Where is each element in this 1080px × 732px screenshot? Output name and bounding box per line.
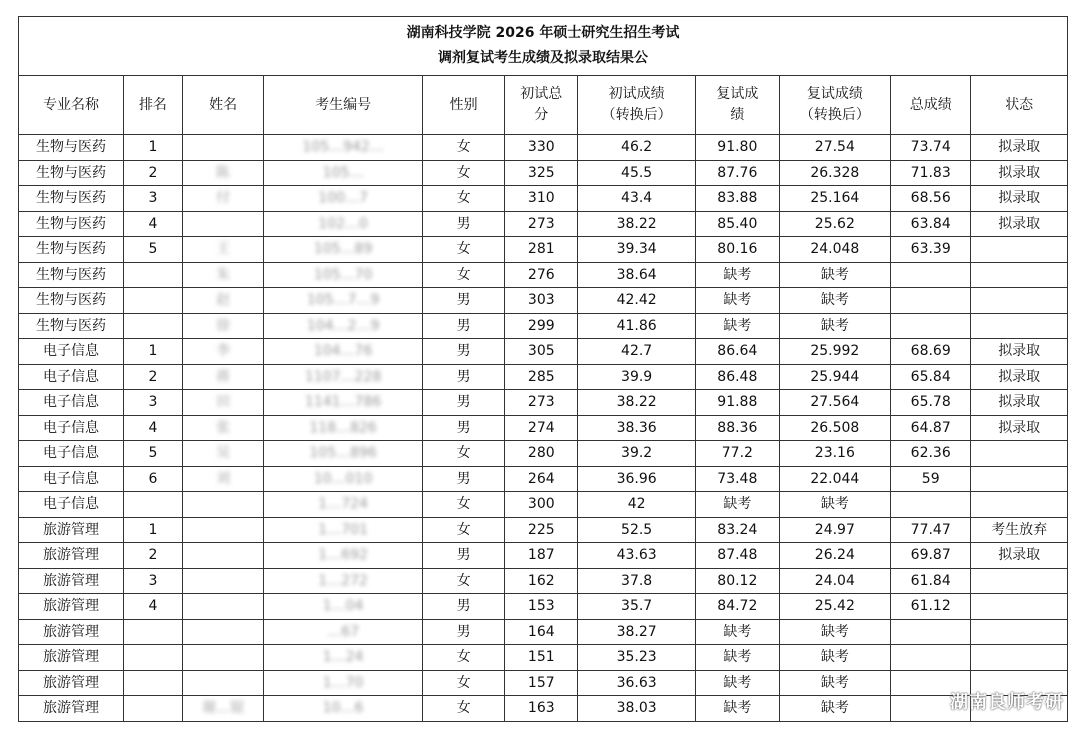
cell-total: 61.12 (891, 594, 971, 620)
cell-sex: 男 (422, 211, 504, 237)
cell-retest-converted: 25.42 (779, 594, 890, 620)
cell-retest-converted: 23.16 (779, 441, 890, 467)
cell-status: 拟录取 (971, 339, 1068, 365)
cell-major: 生物与医药 (19, 313, 124, 339)
cell-exam-id: 105…7…9 (264, 288, 423, 314)
cell-initial-converted: 38.22 (578, 211, 696, 237)
cell-retest: 83.88 (696, 186, 780, 212)
cell-name (182, 568, 263, 594)
cell-exam-id: 104…2…9 (264, 313, 423, 339)
cell-total: 65.84 (891, 364, 971, 390)
cell-initial-total: 157 (505, 670, 578, 696)
table-row (19, 670, 1068, 696)
cell-retest-converted: 缺考 (779, 313, 890, 339)
cell-retest-converted: 缺考 (779, 645, 890, 671)
cell-retest: 91.80 (696, 135, 780, 161)
cell-major: 旅游管理 (19, 696, 124, 722)
cell-rank: 2 (123, 160, 182, 186)
cell-major: 生物与医药 (19, 237, 124, 263)
header-total: 总成绩 (891, 76, 971, 135)
cell-rank (123, 619, 182, 645)
cell-sex: 女 (422, 237, 504, 263)
cell-total (891, 288, 971, 314)
table-row (19, 696, 1068, 722)
cell-initial-converted: 36.63 (578, 670, 696, 696)
cell-major: 生物与医药 (19, 186, 124, 212)
cell-rank: 2 (123, 364, 182, 390)
cell-retest-converted: 缺考 (779, 288, 890, 314)
cell-name: 谢…锟 (182, 696, 263, 722)
header-name: 姓名 (182, 76, 263, 135)
cell-retest-converted: 26.328 (779, 160, 890, 186)
cell-major: 旅游管理 (19, 645, 124, 671)
cell-initial-converted: 38.27 (578, 619, 696, 645)
cell-retest-converted: 24.048 (779, 237, 890, 263)
table-row (19, 441, 1068, 467)
cell-retest: 缺考 (696, 696, 780, 722)
cell-initial-converted: 42.42 (578, 288, 696, 314)
table-body (19, 135, 1068, 722)
cell-exam-id: 100…7 (264, 186, 423, 212)
cell-retest-converted: 25.164 (779, 186, 890, 212)
cell-name: 李 (182, 339, 263, 365)
cell-rank: 4 (123, 594, 182, 620)
cell-initial-total: 276 (505, 262, 578, 288)
cell-retest-converted: 缺考 (779, 696, 890, 722)
cell-rank (123, 492, 182, 518)
header-row (19, 76, 1068, 135)
cell-sex: 女 (422, 186, 504, 212)
cell-status (971, 313, 1068, 339)
cell-major: 电子信息 (19, 364, 124, 390)
cell-major: 生物与医药 (19, 135, 124, 161)
cell-status: 考生放弃 (971, 517, 1068, 543)
cell-initial-converted: 38.36 (578, 415, 696, 441)
cell-sex: 女 (422, 645, 504, 671)
cell-retest: 85.40 (696, 211, 780, 237)
cell-sex: 男 (422, 390, 504, 416)
cell-initial-converted: 38.03 (578, 696, 696, 722)
table-row (19, 160, 1068, 186)
cell-rank: 5 (123, 237, 182, 263)
cell-major: 电子信息 (19, 390, 124, 416)
table-row (19, 237, 1068, 263)
table-row (19, 390, 1068, 416)
cell-initial-converted: 41.86 (578, 313, 696, 339)
cell-initial-total: 281 (505, 237, 578, 263)
cell-total: 64.87 (891, 415, 971, 441)
cell-rank (123, 696, 182, 722)
table-row (19, 645, 1068, 671)
table-row (19, 339, 1068, 365)
cell-name: 徐 (182, 313, 263, 339)
cell-sex: 女 (422, 135, 504, 161)
cell-exam-id: 1…692 (264, 543, 423, 569)
cell-exam-id: …67 (264, 619, 423, 645)
header-major: 专业名称 (19, 76, 124, 135)
cell-retest: 缺考 (696, 670, 780, 696)
table-row (19, 364, 1068, 390)
cell-rank: 1 (123, 517, 182, 543)
table-row (19, 568, 1068, 594)
cell-total: 68.69 (891, 339, 971, 365)
table-row (19, 262, 1068, 288)
cell-retest-converted: 25.944 (779, 364, 890, 390)
cell-total (891, 313, 971, 339)
cell-sex: 女 (422, 441, 504, 467)
cell-major: 电子信息 (19, 339, 124, 365)
table-row (19, 211, 1068, 237)
cell-major: 旅游管理 (19, 517, 124, 543)
cell-total: 63.84 (891, 211, 971, 237)
cell-retest: 缺考 (696, 313, 780, 339)
cell-exam-id: 1…70 (264, 670, 423, 696)
cell-retest: 缺考 (696, 619, 780, 645)
cell-retest-converted: 25.992 (779, 339, 890, 365)
cell-initial-total: 273 (505, 211, 578, 237)
cell-initial-total: 162 (505, 568, 578, 594)
cell-sex: 男 (422, 339, 504, 365)
cell-status (971, 619, 1068, 645)
cell-initial-converted: 43.4 (578, 186, 696, 212)
cell-initial-converted: 35.23 (578, 645, 696, 671)
cell-rank: 3 (123, 186, 182, 212)
table-row (19, 492, 1068, 518)
cell-name: 付 (182, 186, 263, 212)
table-row (19, 313, 1068, 339)
cell-retest-converted: 缺考 (779, 619, 890, 645)
cell-sex: 男 (422, 594, 504, 620)
cell-exam-id: 105…70 (264, 262, 423, 288)
cell-retest: 84.72 (696, 594, 780, 620)
cell-retest-converted: 缺考 (779, 670, 890, 696)
table-row (19, 186, 1068, 212)
cell-retest: 86.64 (696, 339, 780, 365)
header-initial-converted: 初试成绩 （转换后） (578, 76, 696, 135)
cell-retest-converted: 25.62 (779, 211, 890, 237)
cell-total (891, 619, 971, 645)
cell-total: 59 (891, 466, 971, 492)
cell-sex: 女 (422, 696, 504, 722)
cell-sex: 男 (422, 619, 504, 645)
cell-major: 旅游管理 (19, 543, 124, 569)
cell-rank (123, 288, 182, 314)
cell-sex: 女 (422, 670, 504, 696)
cell-retest-converted: 24.97 (779, 517, 890, 543)
cell-rank: 5 (123, 441, 182, 467)
cell-retest: 80.16 (696, 237, 780, 263)
cell-initial-total: 225 (505, 517, 578, 543)
cell-rank (123, 670, 182, 696)
cell-initial-total: 305 (505, 339, 578, 365)
header-retest: 复试成 绩 (696, 76, 780, 135)
cell-status: 拟录取 (971, 364, 1068, 390)
cell-retest-converted: 27.564 (779, 390, 890, 416)
table-row (19, 543, 1068, 569)
cell-rank (123, 645, 182, 671)
cell-initial-converted: 39.2 (578, 441, 696, 467)
cell-name (182, 670, 263, 696)
cell-exam-id: 10…6 (264, 696, 423, 722)
title-line-2: 调剂复试考生成绩及拟录取结果公 (438, 50, 648, 66)
cell-status: 拟录取 (971, 211, 1068, 237)
cell-initial-total: 303 (505, 288, 578, 314)
cell-retest: 83.24 (696, 517, 780, 543)
cell-exam-id: 1141…786 (264, 390, 423, 416)
cell-retest: 87.48 (696, 543, 780, 569)
cell-initial-converted: 37.8 (578, 568, 696, 594)
cell-status: 拟录取 (971, 135, 1068, 161)
cell-initial-total: 164 (505, 619, 578, 645)
cell-initial-total: 274 (505, 415, 578, 441)
cell-retest-converted: 26.508 (779, 415, 890, 441)
cell-name (182, 492, 263, 518)
header-initial-total: 初试总 分 (505, 76, 578, 135)
cell-retest: 缺考 (696, 288, 780, 314)
cell-major: 旅游管理 (19, 670, 124, 696)
cell-total (891, 262, 971, 288)
cell-major: 生物与医药 (19, 288, 124, 314)
table-row (19, 288, 1068, 314)
cell-initial-total: 280 (505, 441, 578, 467)
cell-total: 68.56 (891, 186, 971, 212)
cell-retest-converted: 27.54 (779, 135, 890, 161)
cell-initial-total: 187 (505, 543, 578, 569)
cell-total: 77.47 (891, 517, 971, 543)
cell-exam-id: 1…701 (264, 517, 423, 543)
cell-initial-converted: 45.5 (578, 160, 696, 186)
cell-sex: 女 (422, 492, 504, 518)
cell-sex: 女 (422, 517, 504, 543)
cell-total: 61.84 (891, 568, 971, 594)
cell-major: 旅游管理 (19, 619, 124, 645)
cell-rank: 4 (123, 415, 182, 441)
cell-retest: 77.2 (696, 441, 780, 467)
cell-initial-total: 264 (505, 466, 578, 492)
cell-rank: 3 (123, 390, 182, 416)
cell-name (182, 645, 263, 671)
cell-name: 张 (182, 415, 263, 441)
cell-status: 拟录取 (971, 160, 1068, 186)
cell-initial-total: 285 (505, 364, 578, 390)
cell-retest: 缺考 (696, 262, 780, 288)
table-row (19, 517, 1068, 543)
cell-name: 吴 (182, 441, 263, 467)
cell-initial-converted: 36.96 (578, 466, 696, 492)
cell-rank (123, 262, 182, 288)
cell-retest-converted: 22.044 (779, 466, 890, 492)
cell-status (971, 237, 1068, 263)
cell-status (971, 594, 1068, 620)
cell-initial-total: 330 (505, 135, 578, 161)
cell-status: 拟录取 (971, 415, 1068, 441)
cell-name: 王 (182, 237, 263, 263)
cell-initial-converted: 39.34 (578, 237, 696, 263)
cell-name: 陈 (182, 160, 263, 186)
cell-initial-converted: 38.22 (578, 390, 696, 416)
cell-major: 电子信息 (19, 492, 124, 518)
cell-retest-converted: 26.24 (779, 543, 890, 569)
cell-total (891, 645, 971, 671)
cell-total: 63.39 (891, 237, 971, 263)
cell-initial-converted: 38.64 (578, 262, 696, 288)
cell-retest: 87.76 (696, 160, 780, 186)
cell-exam-id: 1…724 (264, 492, 423, 518)
cell-rank: 3 (123, 568, 182, 594)
cell-initial-total: 325 (505, 160, 578, 186)
cell-initial-total: 151 (505, 645, 578, 671)
cell-exam-id: 1107…228 (264, 364, 423, 390)
cell-name: 刘 (182, 466, 263, 492)
cell-initial-converted: 46.2 (578, 135, 696, 161)
table-row (19, 594, 1068, 620)
cell-rank: 1 (123, 135, 182, 161)
table-row (19, 466, 1068, 492)
table-row (19, 619, 1068, 645)
cell-status (971, 441, 1068, 467)
cell-initial-total: 300 (505, 492, 578, 518)
cell-initial-converted: 42 (578, 492, 696, 518)
cell-rank: 2 (123, 543, 182, 569)
cell-initial-converted: 35.7 (578, 594, 696, 620)
results-document (18, 16, 1068, 722)
cell-status: 拟录取 (971, 543, 1068, 569)
cell-exam-id: 102…0 (264, 211, 423, 237)
title-row (19, 17, 1068, 76)
cell-retest-converted: 缺考 (779, 262, 890, 288)
cell-total: 71.83 (891, 160, 971, 186)
cell-initial-total: 273 (505, 390, 578, 416)
cell-status: 拟录取 (971, 186, 1068, 212)
cell-status (971, 262, 1068, 288)
cell-retest: 80.12 (696, 568, 780, 594)
cell-status (971, 466, 1068, 492)
cell-total: 73.74 (891, 135, 971, 161)
cell-rank: 1 (123, 339, 182, 365)
title-line-1: 湖南科技学院 2026 年硕士研究生招生考试 (406, 25, 680, 41)
cell-initial-total: 153 (505, 594, 578, 620)
cell-initial-total: 299 (505, 313, 578, 339)
cell-exam-id: 105…942… (264, 135, 423, 161)
cell-exam-id: 1…24 (264, 645, 423, 671)
cell-initial-converted: 52.5 (578, 517, 696, 543)
cell-sex: 女 (422, 568, 504, 594)
cell-name: 田 (182, 390, 263, 416)
header-sex: 性别 (422, 76, 504, 135)
cell-total (891, 492, 971, 518)
cell-name (182, 619, 263, 645)
cell-status (971, 645, 1068, 671)
cell-name (182, 594, 263, 620)
cell-major: 电子信息 (19, 441, 124, 467)
cell-sex: 男 (422, 313, 504, 339)
cell-name (182, 211, 263, 237)
cell-retest: 86.48 (696, 364, 780, 390)
header-retest-converted: 复试成绩 （转换后） (779, 76, 890, 135)
cell-retest: 88.36 (696, 415, 780, 441)
cell-total: 62.36 (891, 441, 971, 467)
watermark-text: 湖南良师考研 (950, 692, 1064, 713)
cell-exam-id: 105… (264, 160, 423, 186)
cell-exam-id: 104…76 (264, 339, 423, 365)
cell-major: 生物与医药 (19, 160, 124, 186)
cell-initial-total: 310 (505, 186, 578, 212)
cell-sex: 女 (422, 262, 504, 288)
cell-total: 69.87 (891, 543, 971, 569)
cell-rank: 6 (123, 466, 182, 492)
cell-exam-id: 1…272 (264, 568, 423, 594)
cell-status (971, 492, 1068, 518)
cell-rank (123, 313, 182, 339)
cell-retest: 缺考 (696, 492, 780, 518)
cell-sex: 女 (422, 160, 504, 186)
cell-major: 旅游管理 (19, 568, 124, 594)
header-exam-id: 考生编号 (264, 76, 423, 135)
cell-exam-id: 105…896 (264, 441, 423, 467)
results-table (18, 16, 1068, 722)
cell-exam-id: 105…89 (264, 237, 423, 263)
cell-status (971, 568, 1068, 594)
header-status: 状态 (971, 76, 1068, 135)
header-rank: 排名 (123, 76, 182, 135)
cell-sex: 男 (422, 364, 504, 390)
cell-status: 拟录取 (971, 390, 1068, 416)
cell-sex: 男 (422, 288, 504, 314)
cell-name: 蒋 (182, 364, 263, 390)
cell-sex: 男 (422, 415, 504, 441)
cell-initial-converted: 43.63 (578, 543, 696, 569)
cell-exam-id: 1…04 (264, 594, 423, 620)
cell-initial-converted: 42.7 (578, 339, 696, 365)
cell-initial-total: 163 (505, 696, 578, 722)
cell-status (971, 288, 1068, 314)
cell-retest: 缺考 (696, 645, 780, 671)
cell-retest-converted: 缺考 (779, 492, 890, 518)
cell-name (182, 517, 263, 543)
cell-sex: 男 (422, 466, 504, 492)
cell-exam-id: 10…010 (264, 466, 423, 492)
cell-rank: 4 (123, 211, 182, 237)
cell-major: 生物与医药 (19, 211, 124, 237)
cell-major: 电子信息 (19, 466, 124, 492)
cell-major: 电子信息 (19, 415, 124, 441)
table-row (19, 135, 1068, 161)
cell-major: 旅游管理 (19, 594, 124, 620)
cell-name (182, 543, 263, 569)
document-title (19, 17, 1068, 76)
table-row (19, 415, 1068, 441)
cell-initial-converted: 39.9 (578, 364, 696, 390)
cell-name: 赵 (182, 288, 263, 314)
cell-retest: 73.48 (696, 466, 780, 492)
cell-name (182, 135, 263, 161)
cell-exam-id: 118…826 (264, 415, 423, 441)
cell-total: 65.78 (891, 390, 971, 416)
cell-sex: 男 (422, 543, 504, 569)
cell-retest-converted: 24.04 (779, 568, 890, 594)
cell-name: 朱 (182, 262, 263, 288)
cell-major: 生物与医药 (19, 262, 124, 288)
cell-retest: 91.88 (696, 390, 780, 416)
